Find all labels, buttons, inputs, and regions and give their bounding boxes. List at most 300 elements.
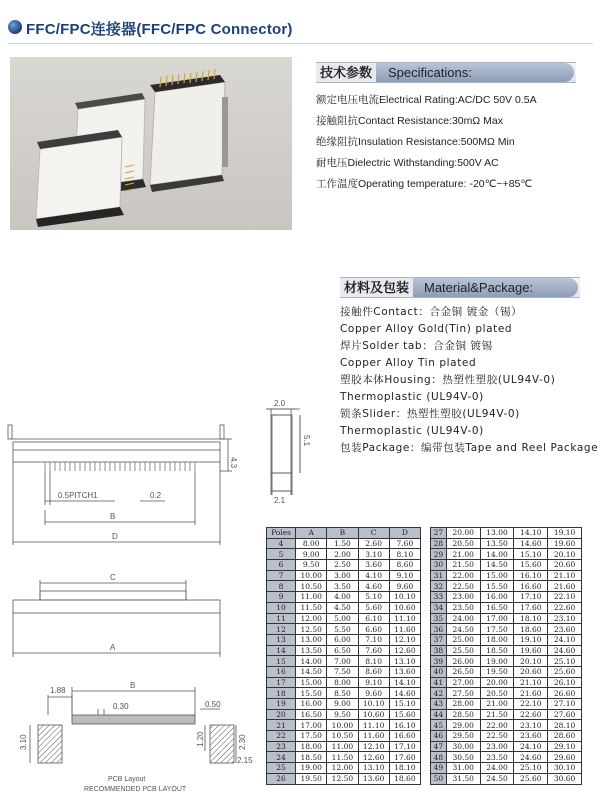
table-cell-d: 16.60 xyxy=(389,731,420,742)
table-cell-a: 19.50 xyxy=(296,773,327,784)
table-cell-d: 13.10 xyxy=(389,656,420,667)
table-cell-b: 16.00 xyxy=(480,592,514,603)
table-row xyxy=(431,528,582,539)
pcb-188-label: 1.88 xyxy=(50,686,66,695)
table-row xyxy=(267,645,421,656)
table-cell-c: 15.10 xyxy=(514,549,548,560)
table-row xyxy=(267,613,421,624)
table-cell-poles: 48 xyxy=(431,752,447,763)
table-cell-b: 2.00 xyxy=(327,549,358,560)
material-housing-en: Thermoplastic (UL94V-0) xyxy=(340,391,484,403)
table-cell-b: 6.50 xyxy=(327,645,358,656)
table-cell-b: 2.50 xyxy=(327,560,358,571)
table-cell-d: 9.10 xyxy=(389,570,420,581)
table-cell-d: 15.10 xyxy=(389,699,420,710)
table-cell-b: 21.50 xyxy=(480,709,514,720)
table-cell-b: 7.50 xyxy=(327,666,358,677)
table-cell-a: 24.50 xyxy=(446,624,480,635)
table-cell-b: 21.00 xyxy=(480,699,514,710)
table-cell-d: 27.60 xyxy=(548,709,582,720)
table-cell-b: 16.50 xyxy=(480,602,514,613)
table-cell-poles: 21 xyxy=(267,720,296,731)
connector-front xyxy=(36,130,134,227)
table-cell-poles: 38 xyxy=(431,645,447,656)
table-cell-d: 8.10 xyxy=(389,549,420,560)
table-cell-poles: 34 xyxy=(431,602,447,613)
material-title-cn: 材料及包装 xyxy=(340,278,413,297)
table-cell-b: 23.50 xyxy=(480,752,514,763)
table-cell-a: 12.00 xyxy=(296,613,327,624)
table-row xyxy=(267,581,421,592)
table-cell-a: 18.50 xyxy=(296,752,327,763)
table-cell-d: 25.60 xyxy=(548,666,582,677)
table-cell-a: 22.00 xyxy=(446,570,480,581)
table-cell-a: 30.00 xyxy=(446,741,480,752)
table-cell-d: 30.10 xyxy=(548,763,582,774)
table-cell-poles: 31 xyxy=(431,570,447,581)
table-cell-d: 23.10 xyxy=(548,613,582,624)
table-cell-a: 31.00 xyxy=(446,763,480,774)
table-cell-d: 17.10 xyxy=(389,741,420,752)
table-cell-d: 28.60 xyxy=(548,731,582,742)
table-cell-poles: 5 xyxy=(267,549,296,560)
table-cell-c: 8.10 xyxy=(358,656,389,667)
table-row xyxy=(431,699,582,710)
table-cell-a: 27.00 xyxy=(446,677,480,688)
table-cell-a: 9.00 xyxy=(296,549,327,560)
dim-c-label: C xyxy=(110,573,116,582)
table-cell-b: 22.50 xyxy=(480,731,514,742)
table-row xyxy=(431,581,582,592)
dim-b-label: B xyxy=(110,512,116,521)
table-cell-c: 11.10 xyxy=(358,720,389,731)
table-cell-poles: 8 xyxy=(267,581,296,592)
table-cell-b: 8.50 xyxy=(327,688,358,699)
table-header-poles: Poles xyxy=(267,528,296,539)
table-cell-a: 27.50 xyxy=(446,688,480,699)
table-cell-c: 6.60 xyxy=(358,624,389,635)
table-cell-b: 20.50 xyxy=(480,688,514,699)
table-cell-b: 12.00 xyxy=(327,763,358,774)
table-cell-a: 25.00 xyxy=(446,634,480,645)
table-row xyxy=(267,709,421,720)
table-row xyxy=(431,613,582,624)
table-cell-c: 7.60 xyxy=(358,645,389,656)
table-cell-d: 18.60 xyxy=(389,773,420,784)
table-cell-c: 2.60 xyxy=(358,538,389,549)
table-cell-c: 11.60 xyxy=(358,731,389,742)
dimension-table-left xyxy=(266,527,421,785)
dim-d-label: D xyxy=(112,532,118,541)
table-row xyxy=(431,549,582,560)
table-cell-poles: 18 xyxy=(267,688,296,699)
table-row xyxy=(431,741,582,752)
table-cell-poles: 16 xyxy=(267,666,296,677)
material-list xyxy=(340,304,600,457)
table-cell-a: 24.00 xyxy=(446,613,480,624)
table-cell-poles: 30 xyxy=(431,560,447,571)
specs-section-header xyxy=(316,62,576,83)
material-contact-en: Copper Alloy Gold(Tin) plated xyxy=(340,323,513,335)
table-cell-a: 28.50 xyxy=(446,709,480,720)
table-cell-b: 23.00 xyxy=(480,741,514,752)
table-cell-d: 12.10 xyxy=(389,634,420,645)
pcb-230-label: 2.30 xyxy=(238,734,247,750)
dim-a-label: A xyxy=(110,643,116,652)
table-cell-a: 23.50 xyxy=(446,602,480,613)
table-cell-poles: 40 xyxy=(431,666,447,677)
table-cell-a: 28.00 xyxy=(446,699,480,710)
table-cell-a: 16.00 xyxy=(296,699,327,710)
table-cell-a: 21.50 xyxy=(446,560,480,571)
table-cell-poles: 13 xyxy=(267,634,296,645)
table-cell-poles: 14 xyxy=(267,645,296,656)
table-cell-b: 13.50 xyxy=(480,538,514,549)
table-row xyxy=(431,709,582,720)
table-row xyxy=(267,773,421,784)
table-cell-c: 21.60 xyxy=(514,688,548,699)
table-cell-a: 10.50 xyxy=(296,581,327,592)
table-cell-a: 29.50 xyxy=(446,731,480,742)
table-cell-a: 17.50 xyxy=(296,731,327,742)
table-cell-a: 11.50 xyxy=(296,602,327,613)
pcb-050-label: 0.50 xyxy=(205,700,221,709)
table-cell-a: 29.00 xyxy=(446,720,480,731)
table-header-a: A xyxy=(296,528,327,539)
table-cell-b: 3.00 xyxy=(327,570,358,581)
table-cell-poles: 22 xyxy=(267,731,296,742)
table-cell-c: 20.60 xyxy=(514,666,548,677)
table-row xyxy=(267,752,421,763)
table-cell-poles: 28 xyxy=(431,538,447,549)
table-cell-poles: 46 xyxy=(431,731,447,742)
table-cell-poles: 33 xyxy=(431,592,447,603)
table-cell-poles: 37 xyxy=(431,634,447,645)
table-cell-d: 26.10 xyxy=(548,677,582,688)
table-cell-b: 8.00 xyxy=(327,677,358,688)
table-cell-a: 21.00 xyxy=(446,549,480,560)
table-cell-d: 26.60 xyxy=(548,688,582,699)
drawing-pcb-layout xyxy=(30,687,236,763)
connector-back xyxy=(150,69,228,192)
table-cell-c: 3.10 xyxy=(358,549,389,560)
table-cell-a: 8.00 xyxy=(296,538,327,549)
table-row xyxy=(267,741,421,752)
table-cell-b: 20.00 xyxy=(480,677,514,688)
table-row xyxy=(267,688,421,699)
table-cell-c: 18.60 xyxy=(514,624,548,635)
table-cell-d: 8.60 xyxy=(389,560,420,571)
table-cell-d: 22.10 xyxy=(548,592,582,603)
table-row xyxy=(431,752,582,763)
pcb-310-label: 3.10 xyxy=(19,734,28,750)
table-cell-b: 19.00 xyxy=(480,656,514,667)
table-cell-poles: 29 xyxy=(431,549,447,560)
table-cell-poles: 47 xyxy=(431,741,447,752)
table-cell-c: 17.10 xyxy=(514,592,548,603)
table-cell-d: 28.10 xyxy=(548,720,582,731)
table-cell-b: 9.50 xyxy=(327,709,358,720)
table-cell-c: 14.10 xyxy=(514,528,548,539)
table-cell-poles: 17 xyxy=(267,677,296,688)
table-body-right xyxy=(431,528,582,785)
side-51-label: 5.1 xyxy=(302,435,311,447)
header-bullet-icon xyxy=(8,20,22,34)
dim-pitch-label: 0.5PITCH1 xyxy=(58,491,98,500)
table-cell-poles: 26 xyxy=(267,773,296,784)
table-cell-c: 19.60 xyxy=(514,645,548,656)
table-cell-d: 11.10 xyxy=(389,613,420,624)
table-row xyxy=(431,602,582,613)
table-cell-d: 20.60 xyxy=(548,560,582,571)
drawing-front-view xyxy=(13,580,220,657)
table-cell-c: 16.60 xyxy=(514,581,548,592)
table-cell-a: 18.00 xyxy=(296,741,327,752)
table-cell-c: 3.60 xyxy=(358,560,389,571)
table-cell-a: 9.50 xyxy=(296,560,327,571)
material-section-header xyxy=(340,277,580,298)
table-cell-b: 9.00 xyxy=(327,699,358,710)
table-cell-b: 11.00 xyxy=(327,741,358,752)
table-cell-d: 9.60 xyxy=(389,581,420,592)
dimension-table-right xyxy=(430,527,582,785)
table-cell-d: 18.10 xyxy=(389,763,420,774)
table-cell-b: 24.50 xyxy=(480,773,514,784)
spec-dielectric-withstanding: 耐电压Dielectric Withstanding:500V AC xyxy=(316,157,499,169)
table-row xyxy=(431,720,582,731)
table-cell-poles: 44 xyxy=(431,709,447,720)
table-cell-c: 12.10 xyxy=(358,741,389,752)
table-cell-c: 21.10 xyxy=(514,677,548,688)
connector-photo-illustration xyxy=(10,57,292,230)
table-cell-d: 16.10 xyxy=(389,720,420,731)
table-row xyxy=(267,699,421,710)
table-cell-a: 20.00 xyxy=(446,528,480,539)
table-cell-b: 18.00 xyxy=(480,634,514,645)
table-cell-c: 7.10 xyxy=(358,634,389,645)
table-cell-c: 23.10 xyxy=(514,720,548,731)
table-cell-b: 11.50 xyxy=(327,752,358,763)
table-cell-c: 12.60 xyxy=(358,752,389,763)
table-cell-d: 10.10 xyxy=(389,592,420,603)
table-cell-poles: 41 xyxy=(431,677,447,688)
table-cell-poles: 45 xyxy=(431,720,447,731)
table-cell-poles: 27 xyxy=(431,528,447,539)
table-header-row xyxy=(267,528,421,539)
table-cell-c: 25.60 xyxy=(514,773,548,784)
table-cell-b: 19.50 xyxy=(480,666,514,677)
table-cell-b: 22.00 xyxy=(480,720,514,731)
table-row xyxy=(431,624,582,635)
table-cell-poles: 43 xyxy=(431,699,447,710)
table-row xyxy=(267,731,421,742)
table-cell-c: 22.10 xyxy=(514,699,548,710)
material-contact: 接触件Contact：合金铜 镀金（锡） xyxy=(340,306,523,318)
table-cell-poles: 10 xyxy=(267,602,296,613)
table-cell-c: 22.60 xyxy=(514,709,548,720)
table-header-b: B xyxy=(327,528,358,539)
table-row xyxy=(431,666,582,677)
material-package: 包装Package：编带包装Tape and Reel Package xyxy=(340,442,599,454)
table-cell-poles: 9 xyxy=(267,592,296,603)
table-cell-c: 16.10 xyxy=(514,570,548,581)
table-cell-d: 19.60 xyxy=(548,538,582,549)
table-cell-d: 7.60 xyxy=(389,538,420,549)
table-cell-d: 22.60 xyxy=(548,602,582,613)
spec-contact-resistance: 接触阻抗Contact Resistance:30mΩ Max xyxy=(316,115,503,127)
table-cell-poles: 49 xyxy=(431,763,447,774)
pcb-120-label: 1.20 xyxy=(196,731,205,747)
table-cell-poles: 35 xyxy=(431,613,447,624)
table-cell-c: 10.10 xyxy=(358,699,389,710)
specs-title-cn: 技术参数 xyxy=(316,63,376,82)
dim-02-label: 0.2 xyxy=(150,491,162,500)
table-cell-d: 10.60 xyxy=(389,602,420,613)
table-cell-a: 10.00 xyxy=(296,570,327,581)
material-solder-tab: 焊片Solder tab：合金铜 镀锡 xyxy=(340,340,493,352)
table-cell-c: 13.10 xyxy=(358,763,389,774)
table-cell-b: 1.50 xyxy=(327,538,358,549)
table-cell-b: 5.00 xyxy=(327,613,358,624)
page-title: FFC/FPC连接器(FFC/FPC Connector) xyxy=(26,21,293,38)
table-cell-b: 10.50 xyxy=(327,731,358,742)
table-row xyxy=(267,624,421,635)
table-header-c: C xyxy=(358,528,389,539)
table-cell-b: 10.00 xyxy=(327,720,358,731)
table-row xyxy=(431,645,582,656)
table-cell-d: 12.60 xyxy=(389,645,420,656)
table-cell-c: 5.60 xyxy=(358,602,389,613)
pcb-215-label: 2.15 xyxy=(237,756,253,765)
table-row xyxy=(431,560,582,571)
table-cell-c: 20.10 xyxy=(514,656,548,667)
table-cell-c: 25.10 xyxy=(514,763,548,774)
table-cell-a: 26.00 xyxy=(446,656,480,667)
table-cell-b: 24.00 xyxy=(480,763,514,774)
table-cell-b: 15.50 xyxy=(480,581,514,592)
table-cell-a: 17.00 xyxy=(296,720,327,731)
table-cell-d: 30.60 xyxy=(548,773,582,784)
pcb-layout-label: PCB Layout xyxy=(108,776,146,783)
table-cell-b: 12.50 xyxy=(327,773,358,784)
table-cell-c: 9.10 xyxy=(358,677,389,688)
material-title-en: Material&Package: xyxy=(424,280,534,295)
table-cell-a: 12.50 xyxy=(296,624,327,635)
material-slider-en: Thermoplastic (UL94V-0) xyxy=(340,425,484,437)
table-cell-b: 18.50 xyxy=(480,645,514,656)
table-row xyxy=(267,538,421,549)
table-cell-d: 14.10 xyxy=(389,677,420,688)
table-cell-a: 31.50 xyxy=(446,773,480,784)
table-cell-c: 15.60 xyxy=(514,560,548,571)
table-row xyxy=(267,549,421,560)
pcb-030-label: 0.30 xyxy=(113,702,129,711)
table-cell-c: 10.60 xyxy=(358,709,389,720)
table-cell-c: 23.60 xyxy=(514,731,548,742)
table-cell-poles: 32 xyxy=(431,581,447,592)
table-cell-a: 13.00 xyxy=(296,634,327,645)
table-cell-d: 25.10 xyxy=(548,656,582,667)
table-cell-poles: 15 xyxy=(267,656,296,667)
table-cell-c: 6.10 xyxy=(358,613,389,624)
table-cell-b: 3.50 xyxy=(327,581,358,592)
table-cell-a: 14.50 xyxy=(296,666,327,677)
table-row xyxy=(267,570,421,581)
table-cell-poles: 7 xyxy=(267,570,296,581)
table-cell-poles: 11 xyxy=(267,613,296,624)
table-cell-b: 14.50 xyxy=(480,560,514,571)
material-housing: 塑胶本体Housing：热塑性塑胶(UL94V-0) xyxy=(340,374,556,386)
table-row xyxy=(431,634,582,645)
table-cell-a: 30.50 xyxy=(446,752,480,763)
table-cell-c: 24.60 xyxy=(514,752,548,763)
specs-list xyxy=(316,90,596,195)
table-cell-poles: 50 xyxy=(431,773,447,784)
table-cell-d: 13.60 xyxy=(389,666,420,677)
table-cell-a: 22.50 xyxy=(446,581,480,592)
table-cell-c: 14.60 xyxy=(514,538,548,549)
table-cell-c: 4.60 xyxy=(358,581,389,592)
table-row xyxy=(431,677,582,688)
table-cell-a: 15.00 xyxy=(296,677,327,688)
technical-drawing xyxy=(0,395,262,811)
table-cell-b: 14.00 xyxy=(480,549,514,560)
table-cell-c: 9.60 xyxy=(358,688,389,699)
table-row xyxy=(267,592,421,603)
table-cell-c: 8.60 xyxy=(358,666,389,677)
table-row xyxy=(431,570,582,581)
table-cell-poles: 36 xyxy=(431,624,447,635)
table-cell-d: 20.10 xyxy=(548,549,582,560)
table-cell-c: 17.60 xyxy=(514,602,548,613)
table-cell-d: 17.60 xyxy=(389,752,420,763)
spec-insulation-resistance: 绝缘阻抗Insulation Resistance:500MΩ Min xyxy=(316,136,515,148)
table-cell-b: 7.00 xyxy=(327,656,358,667)
spec-operating-temperature: 工作温度Operating temperature: -20℃~+85℃ xyxy=(316,178,533,190)
table-row xyxy=(267,656,421,667)
table-cell-poles: 12 xyxy=(267,624,296,635)
table-cell-poles: 6 xyxy=(267,560,296,571)
table-cell-b: 6.00 xyxy=(327,634,358,645)
table-cell-c: 5.10 xyxy=(358,592,389,603)
table-cell-b: 15.00 xyxy=(480,570,514,581)
table-row xyxy=(431,592,582,603)
table-cell-b: 13.00 xyxy=(480,528,514,539)
table-cell-poles: 42 xyxy=(431,688,447,699)
pcb-layout-sublabel: RECOMMENDED PCB LAYOUT xyxy=(84,786,187,793)
table-row xyxy=(267,763,421,774)
table-cell-d: 15.60 xyxy=(389,709,420,720)
dim-43-label: 4.3 xyxy=(229,457,238,469)
table-cell-poles: 25 xyxy=(267,763,296,774)
table-cell-d: 27.10 xyxy=(548,699,582,710)
side-view-labels xyxy=(262,395,310,515)
table-row xyxy=(431,688,582,699)
table-cell-a: 16.50 xyxy=(296,709,327,720)
table-cell-c: 18.10 xyxy=(514,613,548,624)
table-cell-poles: 4 xyxy=(267,538,296,549)
table-cell-d: 29.60 xyxy=(548,752,582,763)
side-20-label: 2.0 xyxy=(274,399,286,408)
table-cell-c: 4.10 xyxy=(358,570,389,581)
table-cell-b: 4.00 xyxy=(327,592,358,603)
table-cell-a: 26.50 xyxy=(446,666,480,677)
table-cell-a: 23.00 xyxy=(446,592,480,603)
table-cell-a: 19.00 xyxy=(296,763,327,774)
table-row xyxy=(267,634,421,645)
table-row xyxy=(431,763,582,774)
table-cell-d: 11.60 xyxy=(389,624,420,635)
